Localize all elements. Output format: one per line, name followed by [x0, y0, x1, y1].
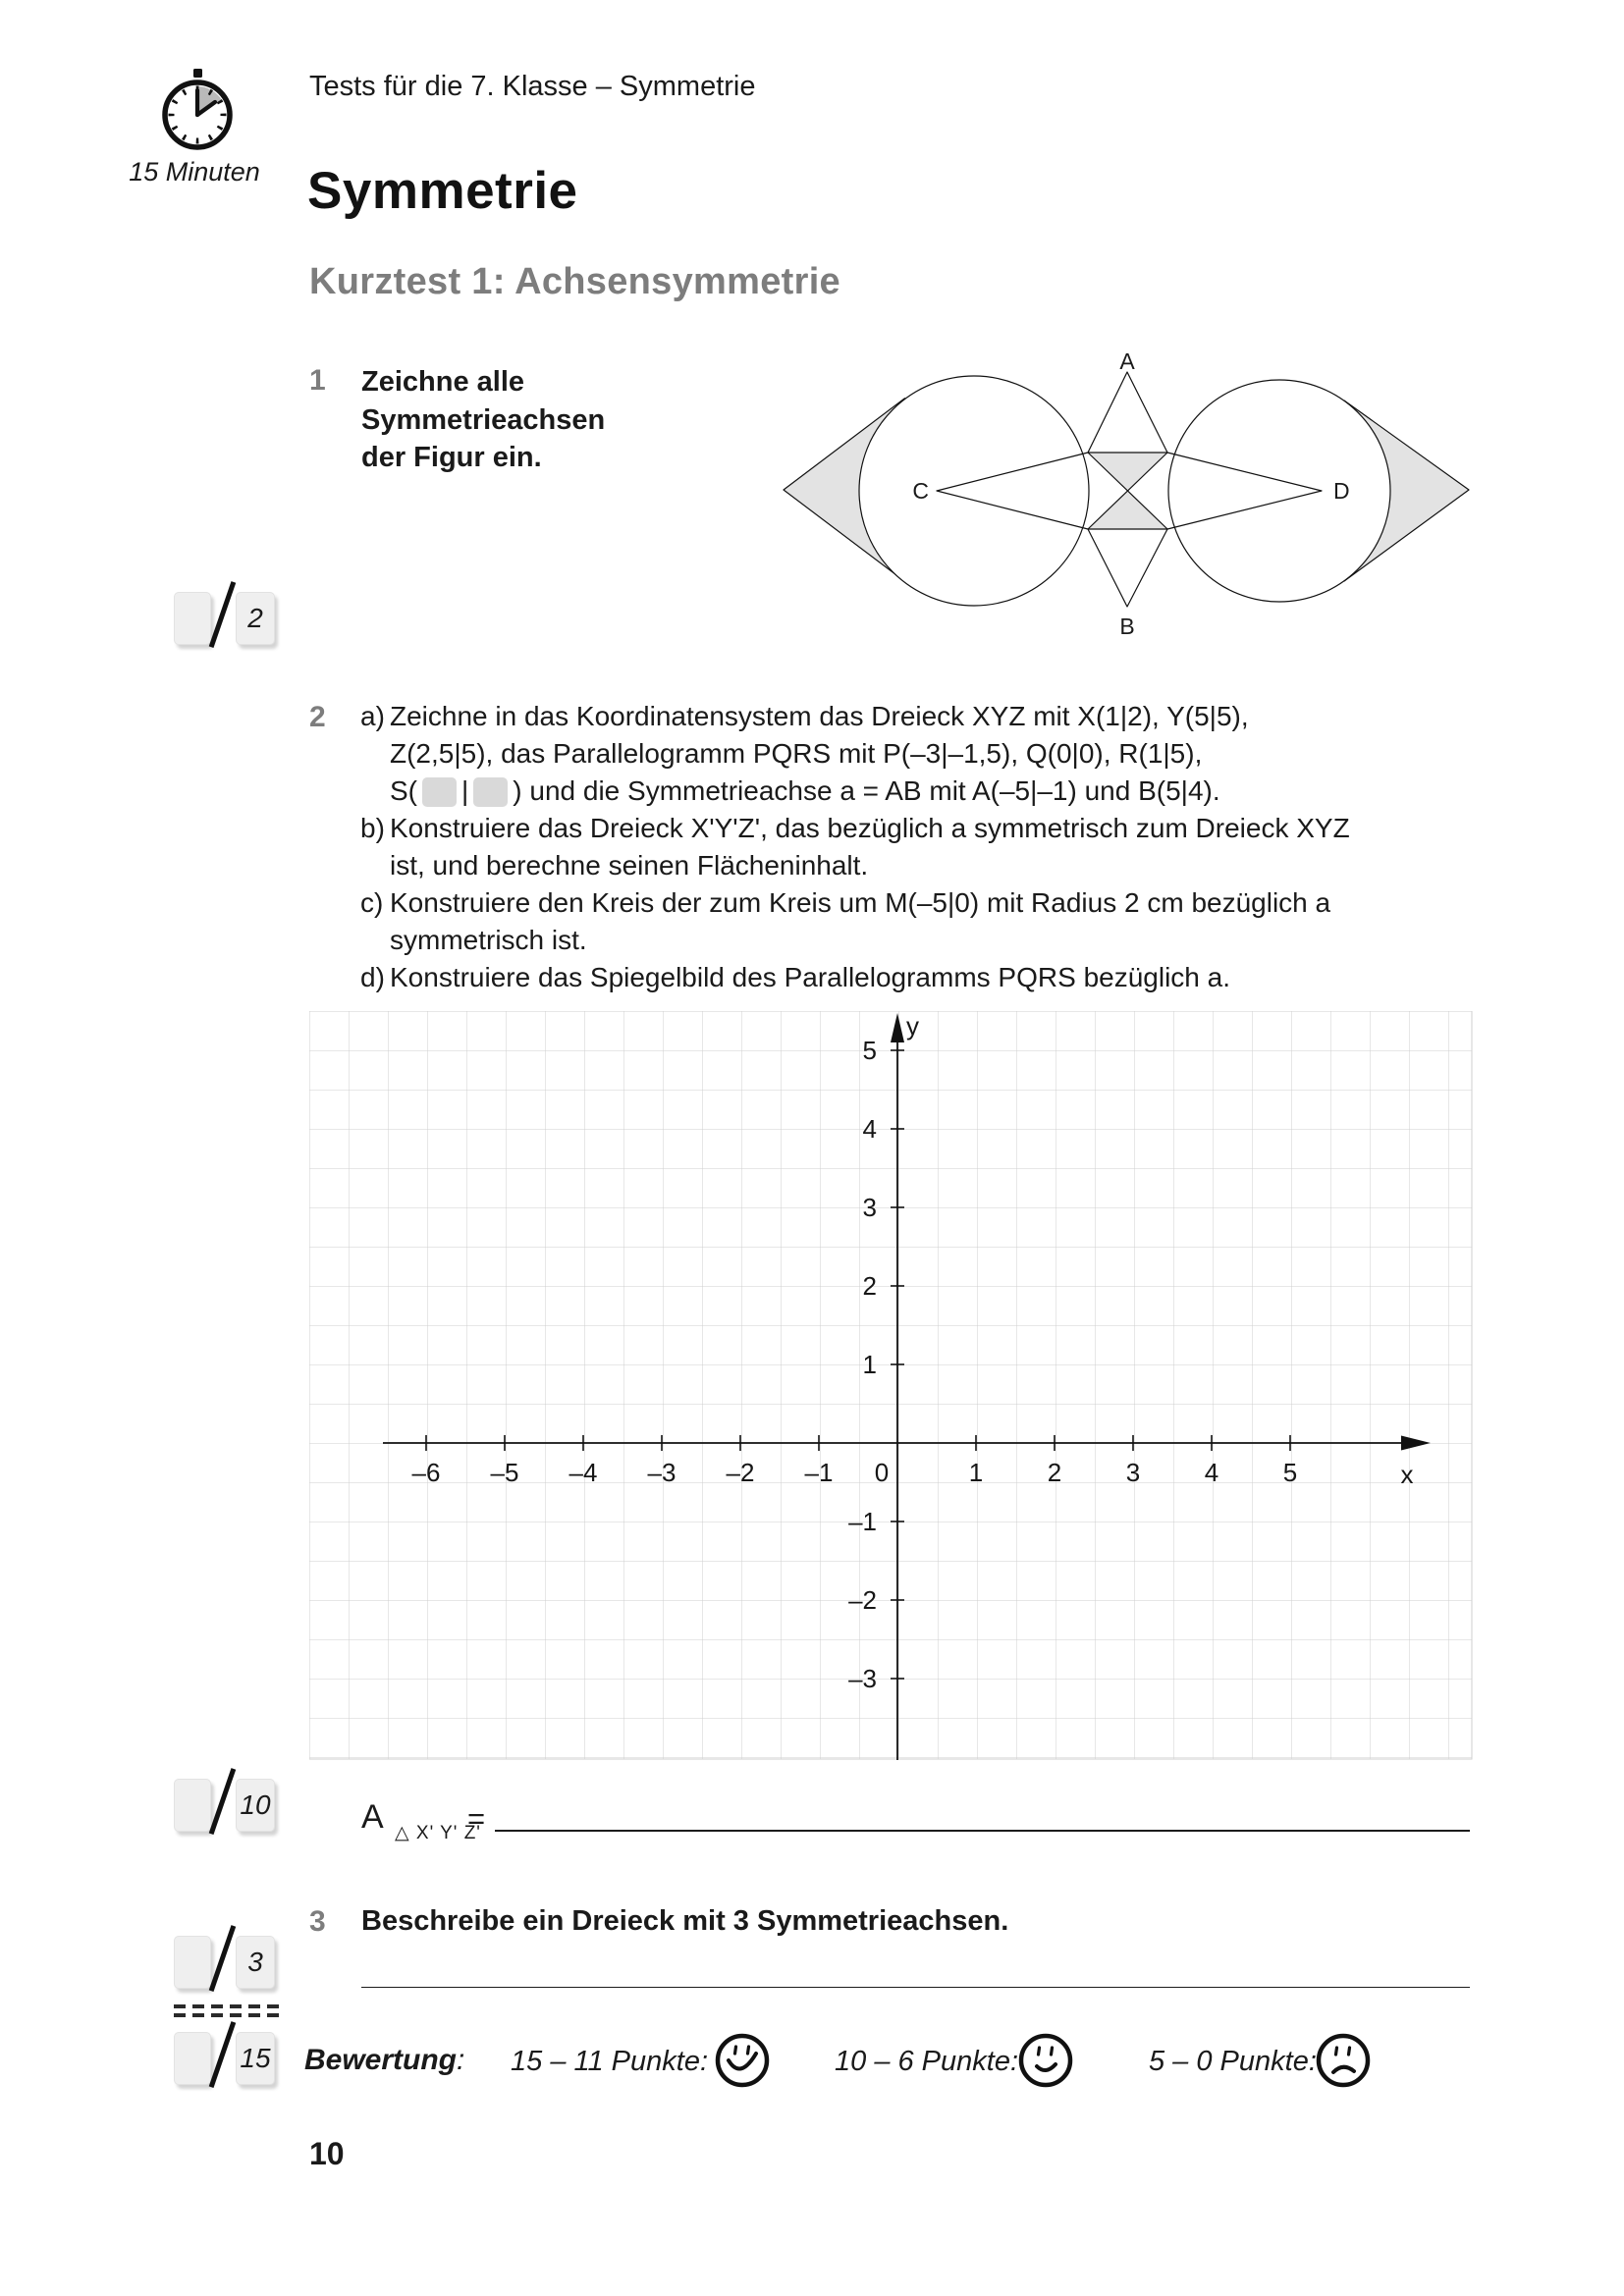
coordinate-grid-wrap — [309, 1011, 1473, 1767]
x-tick-4: 4 — [1204, 1458, 1219, 1487]
total-points-input-box[interactable] — [174, 2032, 211, 2085]
x-axis-label: x — [1400, 1460, 1414, 1489]
duration-label: 15 Minuten — [129, 157, 260, 187]
points-slash — [209, 1925, 236, 1992]
x-tick--3: –3 — [647, 1458, 677, 1487]
x-tick--5: –5 — [490, 1458, 519, 1487]
y-tick--2: –2 — [848, 1585, 877, 1615]
task3-instruction: Beschreibe ein Dreieck mit 3 Symmetrieachsen. — [361, 1905, 1009, 1937]
figure-label-a: A — [1119, 349, 1135, 374]
neutral-face-icon-wrap — [1016, 2030, 1075, 2091]
neutral-face-icon — [1016, 2030, 1075, 2091]
sad-face-icon — [1314, 2030, 1373, 2091]
task3-number: 3 — [309, 1905, 326, 1938]
happy-face-icon-wrap — [713, 2030, 772, 2091]
y-tick-4: 4 — [862, 1114, 877, 1144]
area-formula-subscript: △ X' Y' Z' — [395, 1823, 481, 1843]
x-tick-5: 5 — [1282, 1458, 1298, 1487]
area-answer-line[interactable] — [495, 1830, 1470, 1832]
task2-item-c-line1: c) Konstruiere den Kreis der zum Kreis um M(–5|0) mit Radius 2 cm bezüglich a — [360, 884, 1485, 922]
origin-label: 0 — [874, 1458, 890, 1487]
page-title: Symmetrie — [307, 162, 578, 220]
task3-answer-line[interactable] — [361, 1987, 1470, 1988]
task1-line3: der Figur ein. — [361, 442, 542, 473]
x-tick--4: –4 — [568, 1458, 598, 1487]
task1-line2: Symmetrieachsen — [361, 403, 606, 436]
task2-item-b-line2: ist, und berechne seinen Flächeninhalt. — [390, 850, 869, 881]
area-formula-symbol: A — [361, 1798, 384, 1836]
total-separator — [174, 2004, 284, 2018]
fill-in-blank-s-x[interactable] — [422, 777, 457, 807]
task2-label-b: b) — [360, 813, 385, 843]
figure-label-c: C — [912, 478, 929, 504]
page-number: 10 — [309, 2136, 345, 2171]
task1-points-input-box[interactable] — [174, 592, 211, 645]
task2-points-input-box[interactable] — [174, 1779, 211, 1832]
task1-points-max: 2 — [236, 592, 275, 645]
task2-label-d: d) — [360, 962, 385, 992]
total-points-max: 15 — [236, 2032, 275, 2085]
rating-label: Bewertung: — [304, 2044, 465, 2076]
fill-in-blank-s-y[interactable] — [473, 777, 508, 807]
y-tick-3: 3 — [862, 1193, 877, 1222]
y-tick--1: –1 — [848, 1507, 877, 1536]
x-tick-2: 2 — [1047, 1458, 1062, 1487]
task1-points — [174, 580, 282, 651]
task3-points-input-box[interactable] — [174, 1936, 211, 1989]
points-slash — [209, 1768, 236, 1835]
y-axis-label: y — [906, 1011, 919, 1041]
x-tick--1: –1 — [804, 1458, 834, 1487]
task2-item-c-line2: symmetrisch ist. — [390, 925, 587, 955]
x-tick-3: 3 — [1125, 1458, 1141, 1487]
x-tick-1: 1 — [968, 1458, 984, 1487]
task2-item-d-line1: d) Konstruiere das Spiegelbild des Parallelogramms PQRS bezüglich a. — [360, 959, 1485, 996]
coordinate-grid[interactable] — [309, 1011, 1473, 1762]
task3-points — [174, 1924, 282, 1995]
task3-points-max: 3 — [236, 1936, 275, 1989]
y-tick-5: 5 — [862, 1036, 877, 1065]
task1-line1: Zeichne alle — [361, 366, 525, 398]
y-tick-2: 2 — [862, 1271, 877, 1301]
figure-label-d: D — [1333, 478, 1350, 504]
task2-item-b-line1: b) Konstruiere das Dreieck X'Y'Z', das bezüglich a symmetrisch zum Dreieck XYZ — [360, 810, 1485, 847]
task2-number: 2 — [309, 701, 326, 733]
task2-points-max: 10 — [236, 1779, 275, 1832]
task2-label-c: c) — [360, 887, 384, 918]
figure-label-b: B — [1119, 614, 1135, 639]
task2-label-a: a) — [360, 701, 385, 731]
total-points — [174, 2020, 282, 2091]
task2-item-a-line2: Z(2,5|5), das Parallelogramm PQRS mit P(–3|–1,5), Q(0|0), R(1|5), — [390, 738, 1203, 769]
subtest-title: Kurztest 1: Achsensymmetrie — [309, 261, 840, 302]
area-formula-equals: = — [467, 1801, 486, 1836]
sad-face-icon-wrap — [1314, 2030, 1373, 2091]
clock-icon-wrap — [153, 67, 242, 157]
happy-face-icon — [713, 2030, 772, 2091]
rating-range-2: 10 – 6 Punkte: — [835, 2046, 1019, 2077]
task1-instruction — [361, 363, 605, 477]
rating-range-3: 5 – 0 Punkte: — [1149, 2046, 1317, 2077]
task2-item-a-line1: a) Zeichne in das Koordinatensystem das Dreieck XYZ mit X(1|2), Y(5|5), — [360, 698, 1485, 735]
x-tick--6: –6 — [411, 1458, 441, 1487]
x-tick--2: –2 — [726, 1458, 755, 1487]
task2-body — [360, 698, 1485, 996]
points-slash — [209, 2021, 236, 2088]
points-slash — [209, 581, 236, 648]
y-tick-1: 1 — [862, 1350, 877, 1379]
symmetry-figure-wrap — [776, 349, 1473, 644]
breadcrumb-course-line: Tests für die 7. Klasse – Symmetrie — [309, 71, 756, 102]
symmetry-figure[interactable] — [776, 349, 1473, 639]
clock-icon — [153, 67, 242, 157]
task1-number: 1 — [309, 364, 326, 397]
rating-range-1: 15 – 11 Punkte: — [511, 2046, 709, 2077]
y-tick--3: –3 — [848, 1664, 877, 1693]
task2-points — [174, 1767, 282, 1838]
task2-item-a-line3: S( | ) und die Symmetrieachse a = AB mit A(–5|–1) und B(5|4). — [390, 775, 1220, 806]
